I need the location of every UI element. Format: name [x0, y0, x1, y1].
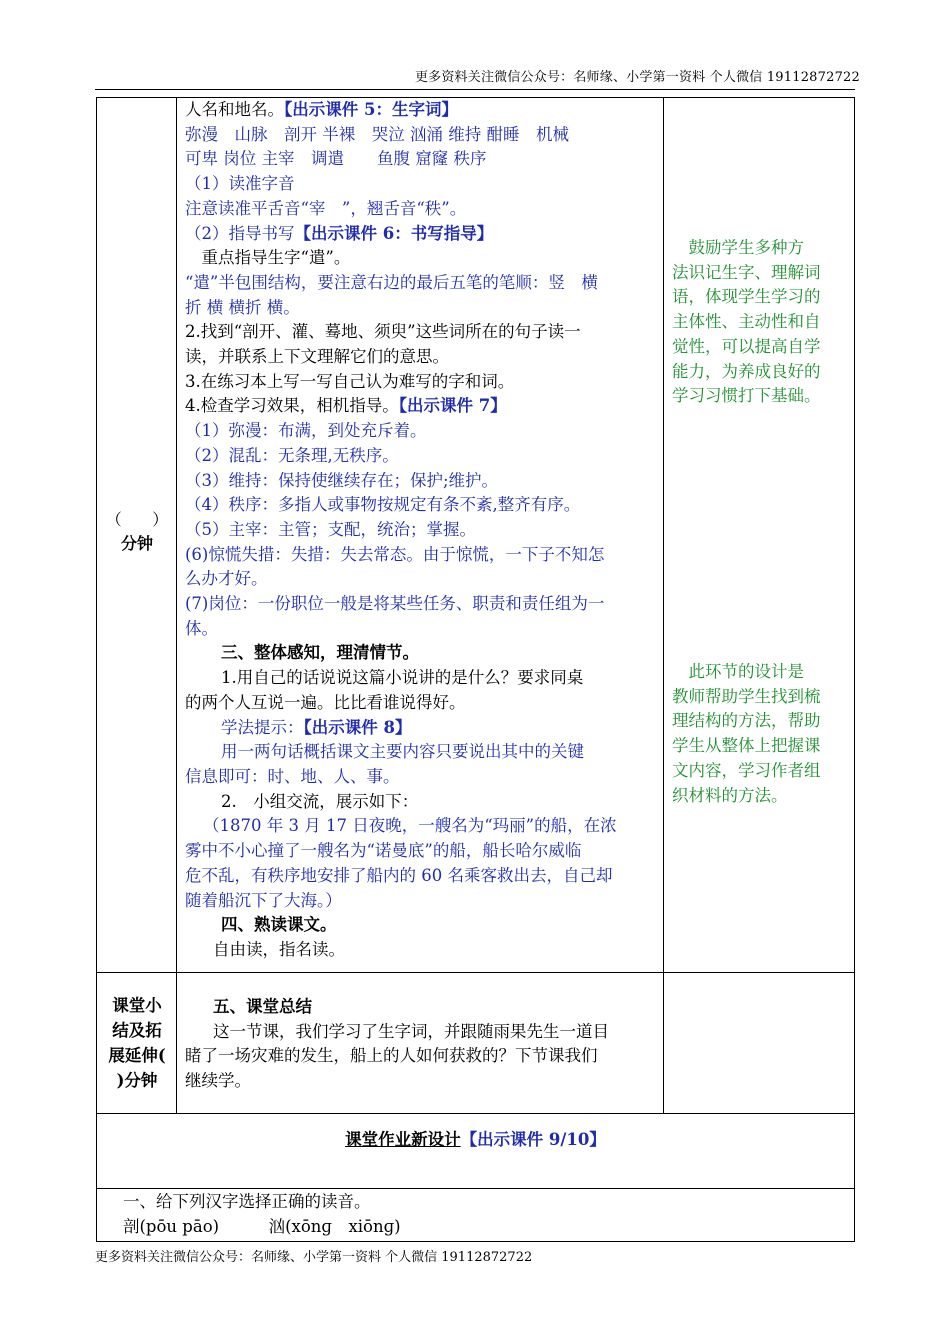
lesson-content: 人名和地名。【出示课件 5：生字词】 弥漫 山脉 剖开 半裸 哭泣 汹涌 维持 酣睡 机械 可卑 岗位 主宰 调遣 鱼腹 窟窿 秩序 （1）读准字音 注意读准平舌音“宰 ”，翘舌音“秩”。 （2）指导书写【出示课件 6：书写指导】 重点指导生字“遣”。 “遣”半包围结构，要注意右边的最后五笔的笔顺：竖 横 折 横 横折 横。 2.找到“剖开、灌、蓦地、须臾”这些词所在的句子读一 读，并联系上下文理解它们的意思。 3.在练习本上写一写自己认为难写的字和词。 4.检查学习效果，相机指导。【出示课件 7】 （1）弥漫：布满，到处充斥着。 （2）混乱：无条理,无秩序。 （3）维持：保持使继续存在；保护;维护。 （4）秩序：多指人或事物按规定有条不紊,整齐有序。 （5）主宰：主管；支配，统治；掌握。 (6)惊慌失措：失措：失去常态。由于惊慌，一下子不知怎 么办才好。 (7)岗位：一份职位一般是将某些任务、职责和责任组为一 体。 三、整体感知，理清情节。 1.用自己的话说说这篇小说讲的是什么？要求同桌 的两个人互说一遍。比比看谁说得好。 学法提示：【出示课件 8】 用一两句话概括课文主要内容只要说出其中的关键 信息即可：时、地、人、事。 2. 小组交流，展示如下： （1870 年 3 月 17 日夜晚，一艘名为“玛丽”的船，在浓 雾中不小心撞了一艘名为“诺曼底”的船，船长哈尔威临 危不乱，有秩序地安排了船内的 60 名乘客救出去，自己却 随着船沉下了大海。） 四、熟读课文。 自由读，指名读。: [185, 100, 617, 959]
homework-title: 课堂作业新设计【出示课件 9/10】: [345, 1130, 606, 1149]
page-header: 更多资料关注微信公众号：名师缘、小学第一资料 个人微信 19112872722: [414, 70, 860, 85]
header-rule: [95, 89, 855, 90]
design-note-2: 此环节的设计是 教师帮助学生找到梳 理结构的方法，帮助 学生从整体上把握课 文内容，学习作者组 织材料的方法。: [672, 662, 821, 805]
page-footer: 更多资料关注微信公众号：名师缘、小学第一资料 个人微信 19112872722: [95, 1250, 533, 1265]
time-label: （ ） 分钟: [105, 510, 169, 553]
row-divider-2: [97, 1113, 854, 1114]
row-divider-3: [97, 1188, 854, 1189]
exercise-content: 一、给下列汉字选择正确的读音。 剖(pōu pāo) 汹(xōnɡ xiōnɡ): [123, 1192, 401, 1236]
col-divider-2: [663, 98, 664, 1113]
summary-label: 课堂小 结及拓 展延伸( )分钟: [108, 996, 166, 1090]
row-divider-1: [97, 972, 854, 973]
design-note-1: 鼓励学生多种方 法识记生字、理解词 语，体现学生学习的 主体性、主动性和自 觉性，可以提高自学 能力，为养成良好的 学习习惯打下基础。: [672, 238, 821, 406]
summary-content: 五、课堂总结 这一节课，我们学习了生字词，并跟随雨果先生一道目 睹了一场灾难的发生，船上的人如何获救的？下节课我们 继续学。: [185, 997, 609, 1091]
lesson-table: [96, 97, 855, 1242]
col-divider-1: [176, 98, 177, 1113]
